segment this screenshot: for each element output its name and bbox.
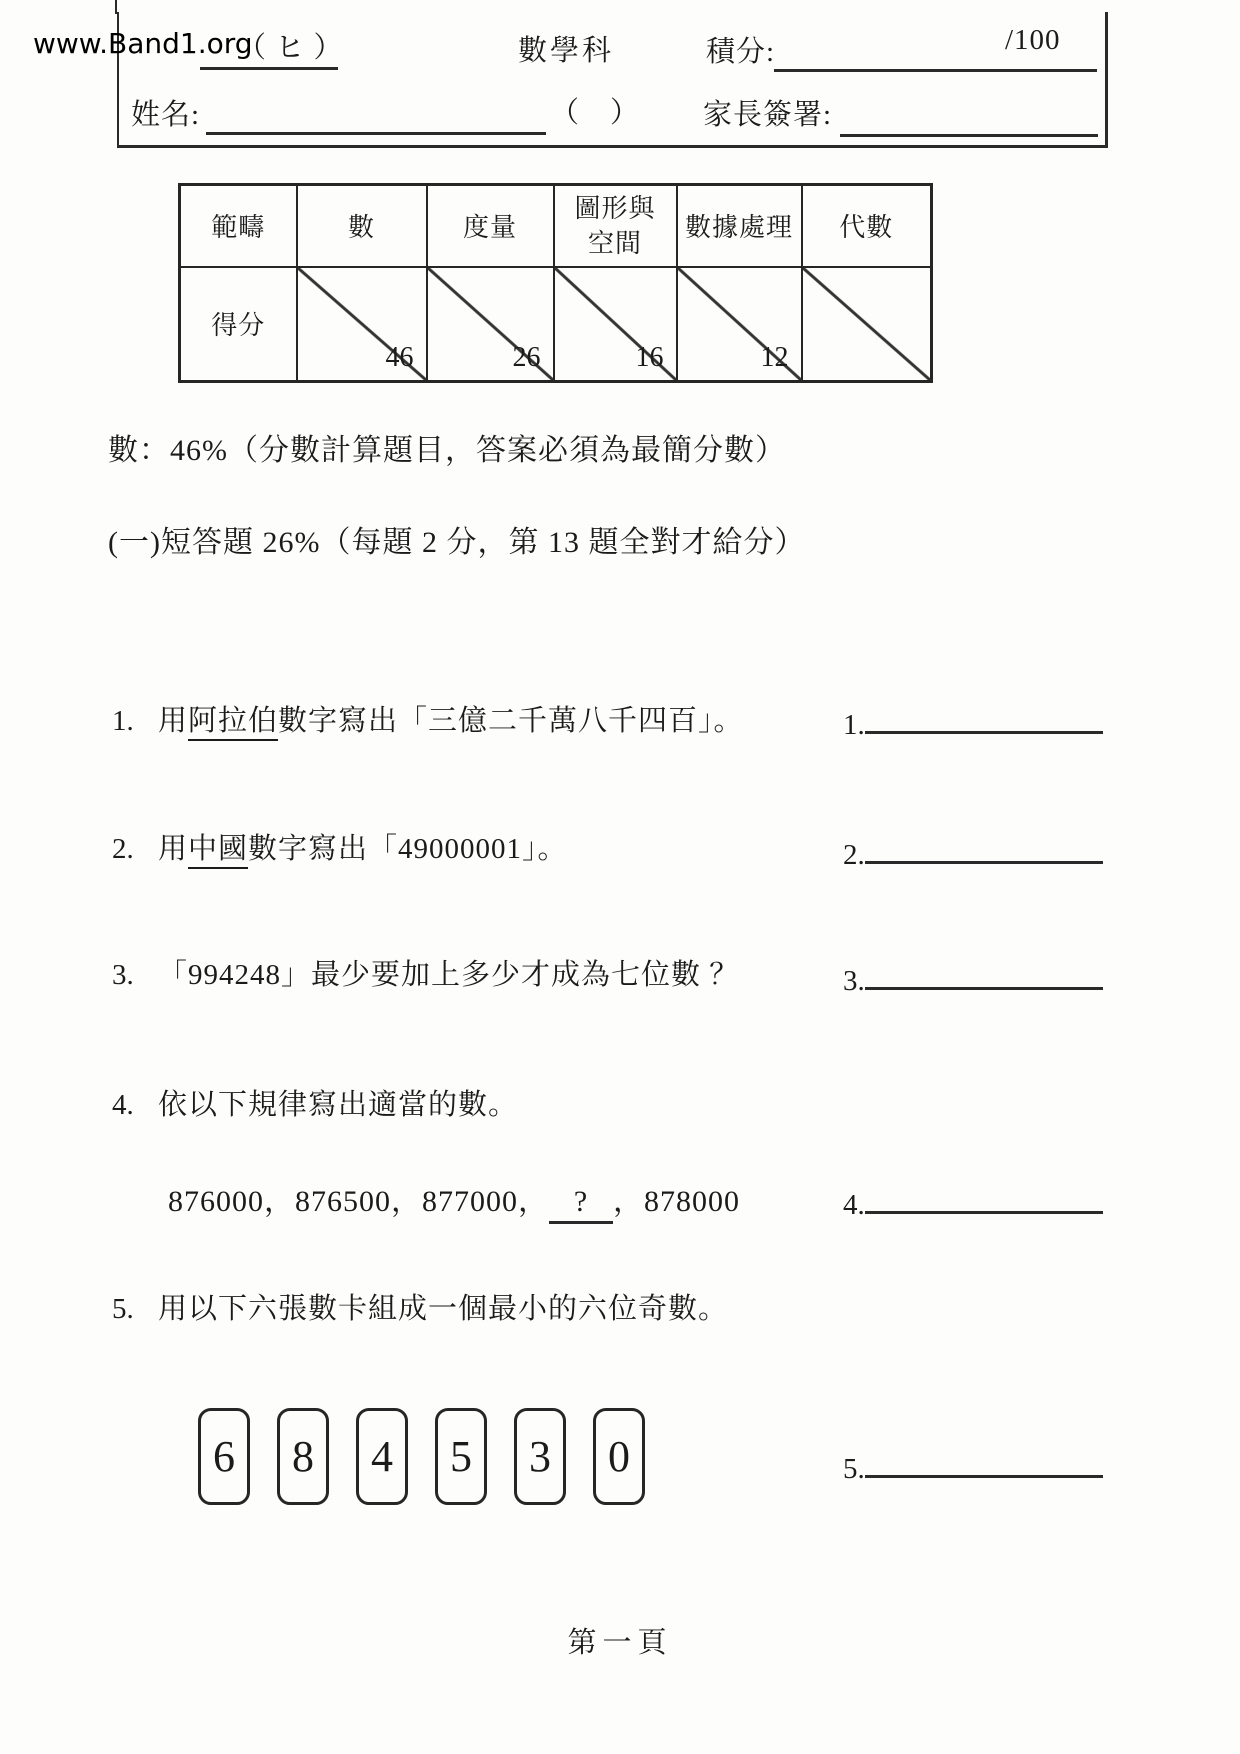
name-label: 姓名: xyxy=(131,99,201,131)
class-mark: （ ヒ ） xyxy=(237,32,344,64)
score-cell-algebra xyxy=(802,267,932,382)
answer-2-number: 2. xyxy=(843,839,865,871)
answer-line-4 xyxy=(843,1180,1103,1222)
marks-note: 數：46%（分數計算題目，答案必須為最簡分數） xyxy=(108,434,786,467)
number-card xyxy=(198,1408,250,1505)
header-cell-number: 數 xyxy=(297,185,427,267)
question-3 xyxy=(112,952,739,993)
card-digit: 8 xyxy=(292,1432,314,1481)
number-cards-row xyxy=(198,1408,645,1505)
header-cell-algebra: 代數 xyxy=(802,185,932,267)
answer-1-number: 1. xyxy=(843,709,865,741)
answer-2-blank xyxy=(865,830,1103,864)
question-4-sequence xyxy=(168,1176,740,1224)
answer-5-blank xyxy=(865,1444,1103,1478)
card-digit: 6 xyxy=(213,1432,235,1481)
parent-signature-label: 家長簽署: xyxy=(703,99,833,131)
card-digit: 5 xyxy=(450,1432,472,1481)
answer-5-number: 5. xyxy=(843,1453,865,1485)
score-label: 積分: xyxy=(706,36,776,68)
question-2-pre: 用 xyxy=(158,833,189,865)
score-table-score-row xyxy=(180,267,932,382)
score-row-label: 得分 xyxy=(180,267,297,382)
question-3-number: 3. xyxy=(112,959,134,991)
question-5 xyxy=(112,1286,728,1327)
card-digit: 0 xyxy=(608,1432,630,1481)
question-1 xyxy=(112,698,744,739)
question-4-text: 依以下規律寫出適當的數。 xyxy=(158,1089,519,1121)
number-card xyxy=(277,1408,329,1505)
answer-line-2 xyxy=(843,830,1103,872)
question-2-number: 2. xyxy=(112,833,134,865)
answer-line-1 xyxy=(843,700,1103,742)
question-1-number: 1. xyxy=(112,705,134,737)
header-cell-measure: 度量 xyxy=(427,185,554,267)
sequence-unknown-mark: ? xyxy=(549,1185,613,1224)
answer-3-blank xyxy=(865,956,1103,990)
number-card xyxy=(514,1408,566,1505)
score-denominator: /100 xyxy=(1005,24,1061,56)
question-2-post: 數字寫出「49000001」。 xyxy=(248,833,568,865)
max-score-number: 46 xyxy=(385,342,414,373)
name-line xyxy=(206,132,546,135)
max-score-data-handling: 12 xyxy=(760,342,789,373)
answer-1-blank xyxy=(865,700,1103,734)
question-1-underlined-word: 阿拉伯 xyxy=(188,705,278,741)
question-1-pre: 用 xyxy=(158,705,189,737)
number-card xyxy=(435,1408,487,1505)
answer-line-3 xyxy=(843,956,1103,998)
header-cell-shape-space xyxy=(554,185,677,267)
section-heading: (一)短答題 26%（每題 2 分，第 13 題全對才給分） xyxy=(108,526,806,559)
number-card xyxy=(356,1408,408,1505)
card-digit: 3 xyxy=(529,1432,551,1481)
answer-3-number: 3. xyxy=(843,965,865,997)
class-underline xyxy=(200,67,338,70)
header-cell-data-handling: 數據處理 xyxy=(677,185,802,267)
answer-4-number: 4. xyxy=(843,1189,865,1221)
score-cell-measure xyxy=(427,267,554,382)
score-cell-shape-space xyxy=(554,267,677,382)
score-table xyxy=(178,183,933,383)
number-card xyxy=(593,1408,645,1505)
max-score-measure: 26 xyxy=(512,342,541,373)
question-2 xyxy=(112,826,568,867)
sequence-pre: 876000，876500，877000， xyxy=(168,1185,549,1218)
question-3-text: 「994248」最少要加上多少才成為七位數 ？ xyxy=(158,959,740,991)
header-cell-shape-space-label: 圖形與空間 xyxy=(574,193,656,258)
question-5-text: 用以下六張數卡組成一個最小的六位奇數。 xyxy=(158,1293,729,1325)
question-4 xyxy=(112,1082,518,1123)
name-paren: （ ） xyxy=(550,97,641,129)
score-cell-number xyxy=(297,267,427,382)
subject-title: 數學科 xyxy=(518,35,615,67)
watermark-text: www.Band1.org xyxy=(33,27,253,60)
answer-line-5 xyxy=(843,1444,1103,1486)
max-score-shape-space: 16 xyxy=(635,342,664,373)
score-cell-data-handling xyxy=(677,267,802,382)
score-line xyxy=(774,69,1097,72)
question-2-underlined-word: 中國 xyxy=(188,833,248,869)
answer-4-blank xyxy=(865,1180,1103,1214)
score-table-header-row xyxy=(180,185,932,267)
sequence-post: ，878000 xyxy=(613,1185,740,1218)
question-5-number: 5. xyxy=(112,1293,134,1325)
header-cell-category: 範疇 xyxy=(180,185,297,267)
card-digit: 4 xyxy=(371,1432,393,1481)
question-4-number: 4. xyxy=(112,1089,134,1121)
page-footer: 第一頁 xyxy=(567,1627,673,1659)
question-1-post: 數字寫出「三億二千萬八千四百」。 xyxy=(278,705,744,737)
parent-signature-line xyxy=(840,134,1098,137)
